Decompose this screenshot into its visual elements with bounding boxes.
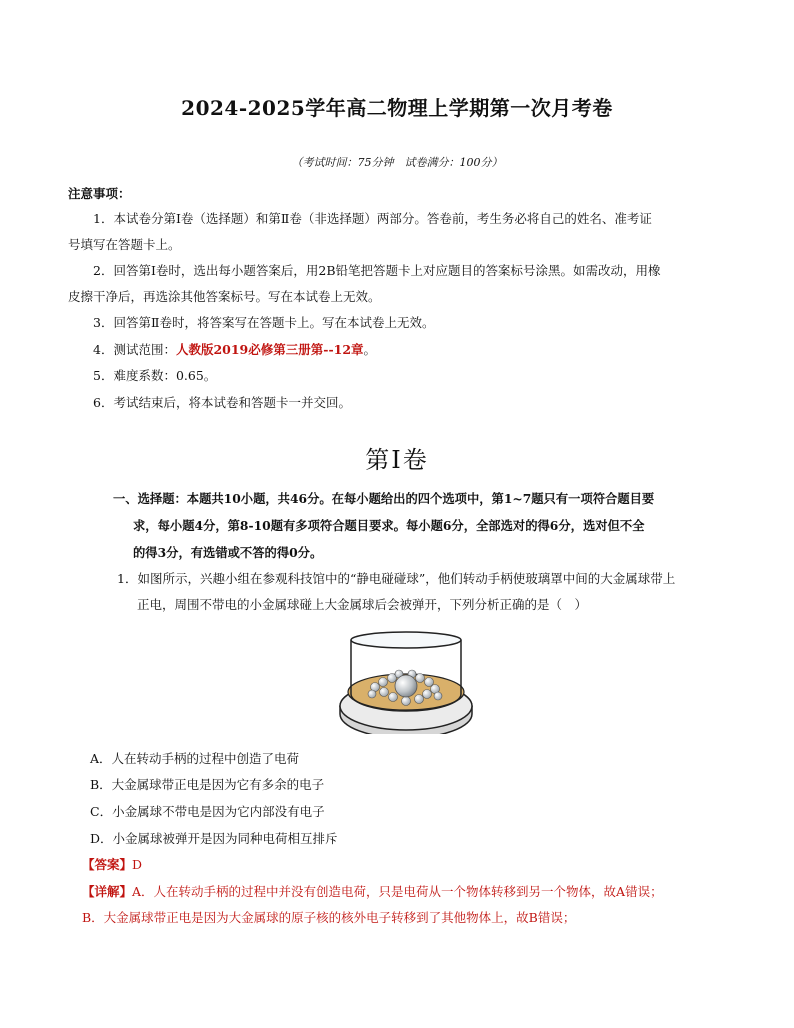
note-4-prefix: 4．测试范围： (93, 342, 176, 357)
note-6-line1: 6．考试结束后，将本试卷和答题卡一并交回。 (93, 395, 351, 410)
answer-line (82, 855, 142, 875)
option-c: C．小金属球不带电是因为它内部没有电子 (90, 804, 325, 819)
note-1-line2: 号填写在答题卡上。 (68, 237, 181, 252)
option-b: B．大金属球带正电是因为它有多余的电子 (90, 777, 325, 792)
note-item-6 (68, 390, 728, 416)
note-item-3 (68, 310, 728, 336)
question-1-stem-line2: 正电，周围不带电的小金属球碰上大金属球后会被弹开，下列分析正确的是（ ） (137, 597, 588, 612)
instructions-line2: 求，每小题4分，第8-10题有多项符合题目要求。每小题6分，全部选对的得6分，选对但不全 (133, 518, 645, 533)
question-1-stem-line1: 1．如图所示，兴趣小组在参观科技馆中的“静电碰碰球”，他们转动手柄使玻璃罩中间的大金属球带上 (117, 571, 676, 586)
answer-tag: 【答案】 (82, 857, 133, 872)
detail-line-2: B．大金属球带正电是因为大金属球的原子核的核外电子转移到了其他物体上，故B错误； (82, 910, 576, 925)
note-2-line1: 2．回答第Ⅰ卷时，选出每小题答案后，用2B铅笔把答题卡上对应题目的答案标号涂黑。如需改动，用橡 (93, 263, 661, 278)
note-3-line1: 3．回答第Ⅱ卷时，将答案写在答题卡上。写在本试卷上无效。 (93, 315, 435, 330)
option-a: A．人在转动手柄的过程中创造了电荷 (90, 751, 300, 766)
section-title: 第Ⅰ卷 (365, 446, 429, 474)
answer-value: D (132, 857, 143, 872)
note-item-5 (68, 363, 728, 389)
note-item-1 (68, 206, 728, 258)
detail-tag: 【详解】 (82, 884, 133, 899)
note-2-line2: 皮擦干净后，再选涂其他答案标号。写在本试卷上无效。 (68, 289, 381, 304)
question-1-stem (117, 566, 727, 618)
instructions-line1: 一、选择题：本题共10小题，共46分。在每小题给出的四个选项中，第1~7题只有一项符合题目要 (113, 491, 655, 506)
option-d: D．小金属球被弹开是因为同种电荷相互排斥 (90, 831, 338, 846)
section-instructions (113, 485, 723, 566)
notes-heading: 注意事项： (68, 186, 131, 201)
note-item-2 (68, 258, 728, 310)
note-4-line1 (68, 337, 728, 363)
detail-text-1: A．人在转动手柄的过程中并没有创造电荷，只是电荷从一个物体转移到另一个物体，故A错误； (132, 884, 663, 899)
detail-line-1 (82, 882, 663, 902)
instructions-line3: 的得3分，有选错或不答的得0分。 (133, 545, 323, 560)
test-scope-highlight: 人教版2019必修第三册第--12章 (175, 342, 364, 357)
paper-title: 2024-2025学年高二物理上学期第一次月考卷 (181, 96, 613, 120)
note-5-line1: 5．难度系数：0.65。 (93, 368, 217, 383)
glass-jar-with-metal-balls-icon (337, 630, 475, 734)
note-item-4 (68, 337, 728, 363)
note-4-suffix: 。 (363, 342, 377, 357)
exam-info: （考试时间：75分钟 试卷满分：100分） (291, 156, 503, 169)
note-1-line1: 1．本试卷分第Ⅰ卷（选择题）和第Ⅱ卷（非选择题）两部分。答卷前，考生务必将自己的姓名、准考证 (93, 211, 652, 226)
